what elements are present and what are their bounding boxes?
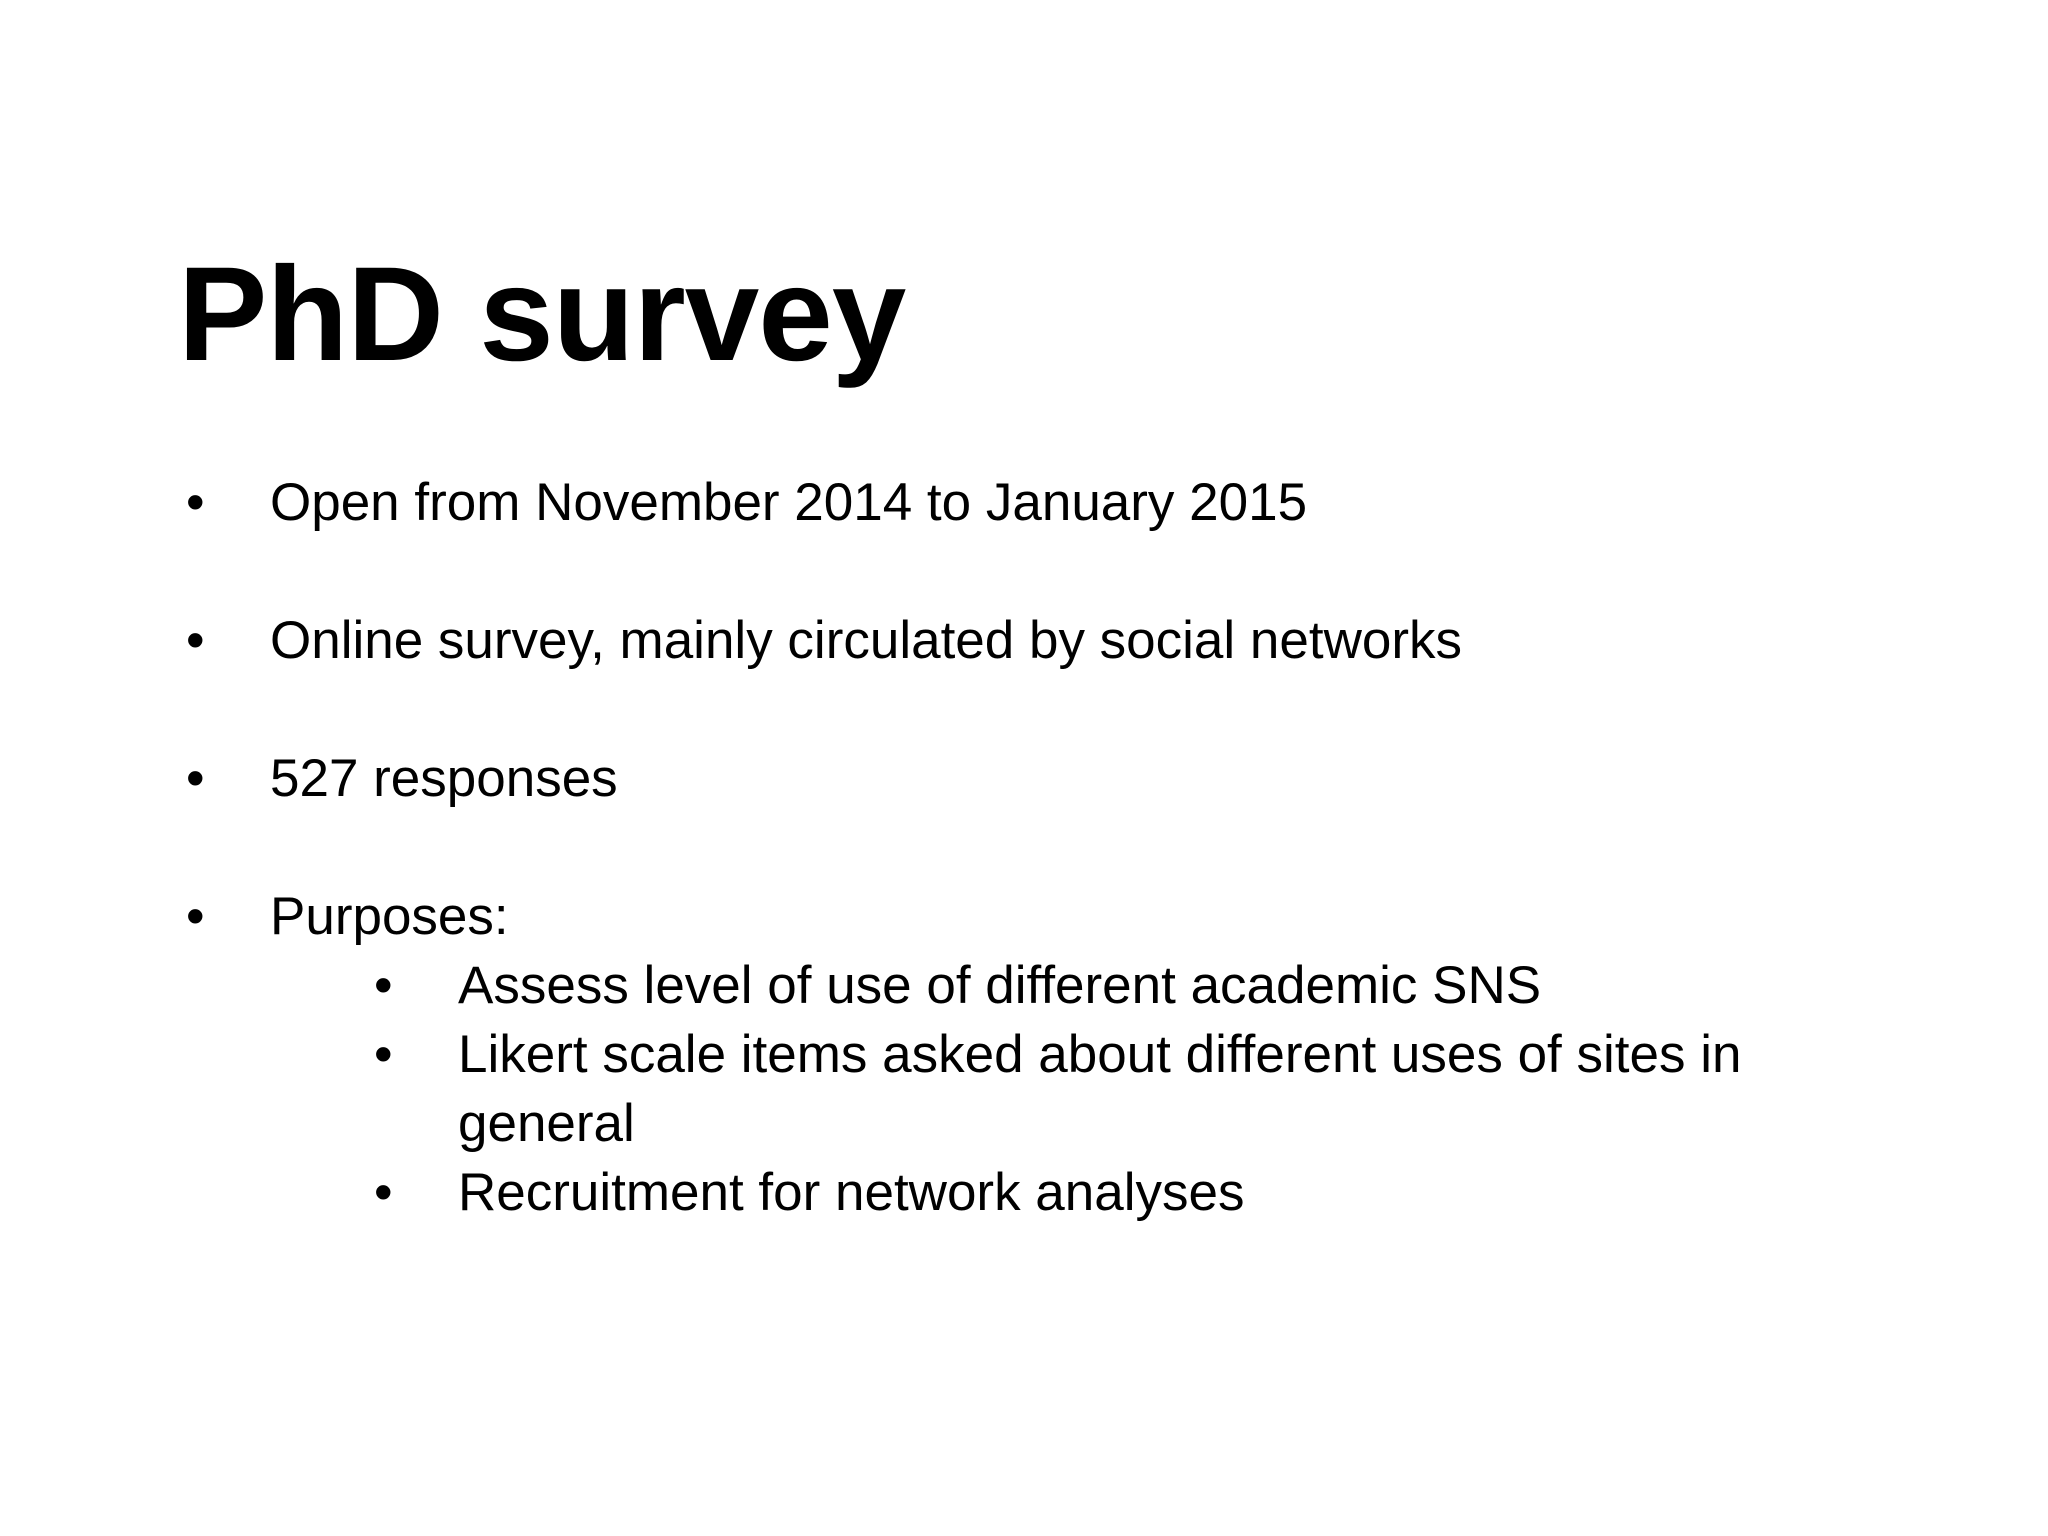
sub-bullet-text: Recruitment for network analyses [458,1163,1245,1222]
bullet-dot-icon: • [186,473,205,532]
sub-bullet-text: Assess level of use of different academic SNS [458,956,1542,1015]
sub-bullet-item [270,951,1878,1020]
bullet-item [186,744,1826,813]
bullet-text: Open from November 2014 to January 2015 [270,473,1308,532]
sub-bullet-dot-icon: • [374,1025,393,1084]
bullet-text: Purposes: [270,887,509,946]
bullet-item [186,468,1826,537]
sub-bullet-list [270,951,1742,1227]
sub-bullet-item [270,1158,1878,1227]
bullet-dot-icon: • [186,887,205,946]
sub-bullet-text: Likert scale items asked about different uses of sites in general [458,1025,1742,1153]
bullet-item [186,882,1826,1227]
bullet-dot-icon: • [186,749,205,808]
bullet-text: 527 responses [270,749,618,808]
bullet-text: Online survey, mainly circulated by social networks [270,611,1462,670]
bullet-item [186,606,1826,675]
sub-bullet-item [270,1020,1878,1158]
bullet-dot-icon: • [186,611,205,670]
bullet-list [186,468,1826,1227]
sub-bullet-dot-icon: • [374,1163,393,1222]
slide-title: PhD survey [178,240,906,389]
sub-bullet-dot-icon: • [374,956,393,1015]
